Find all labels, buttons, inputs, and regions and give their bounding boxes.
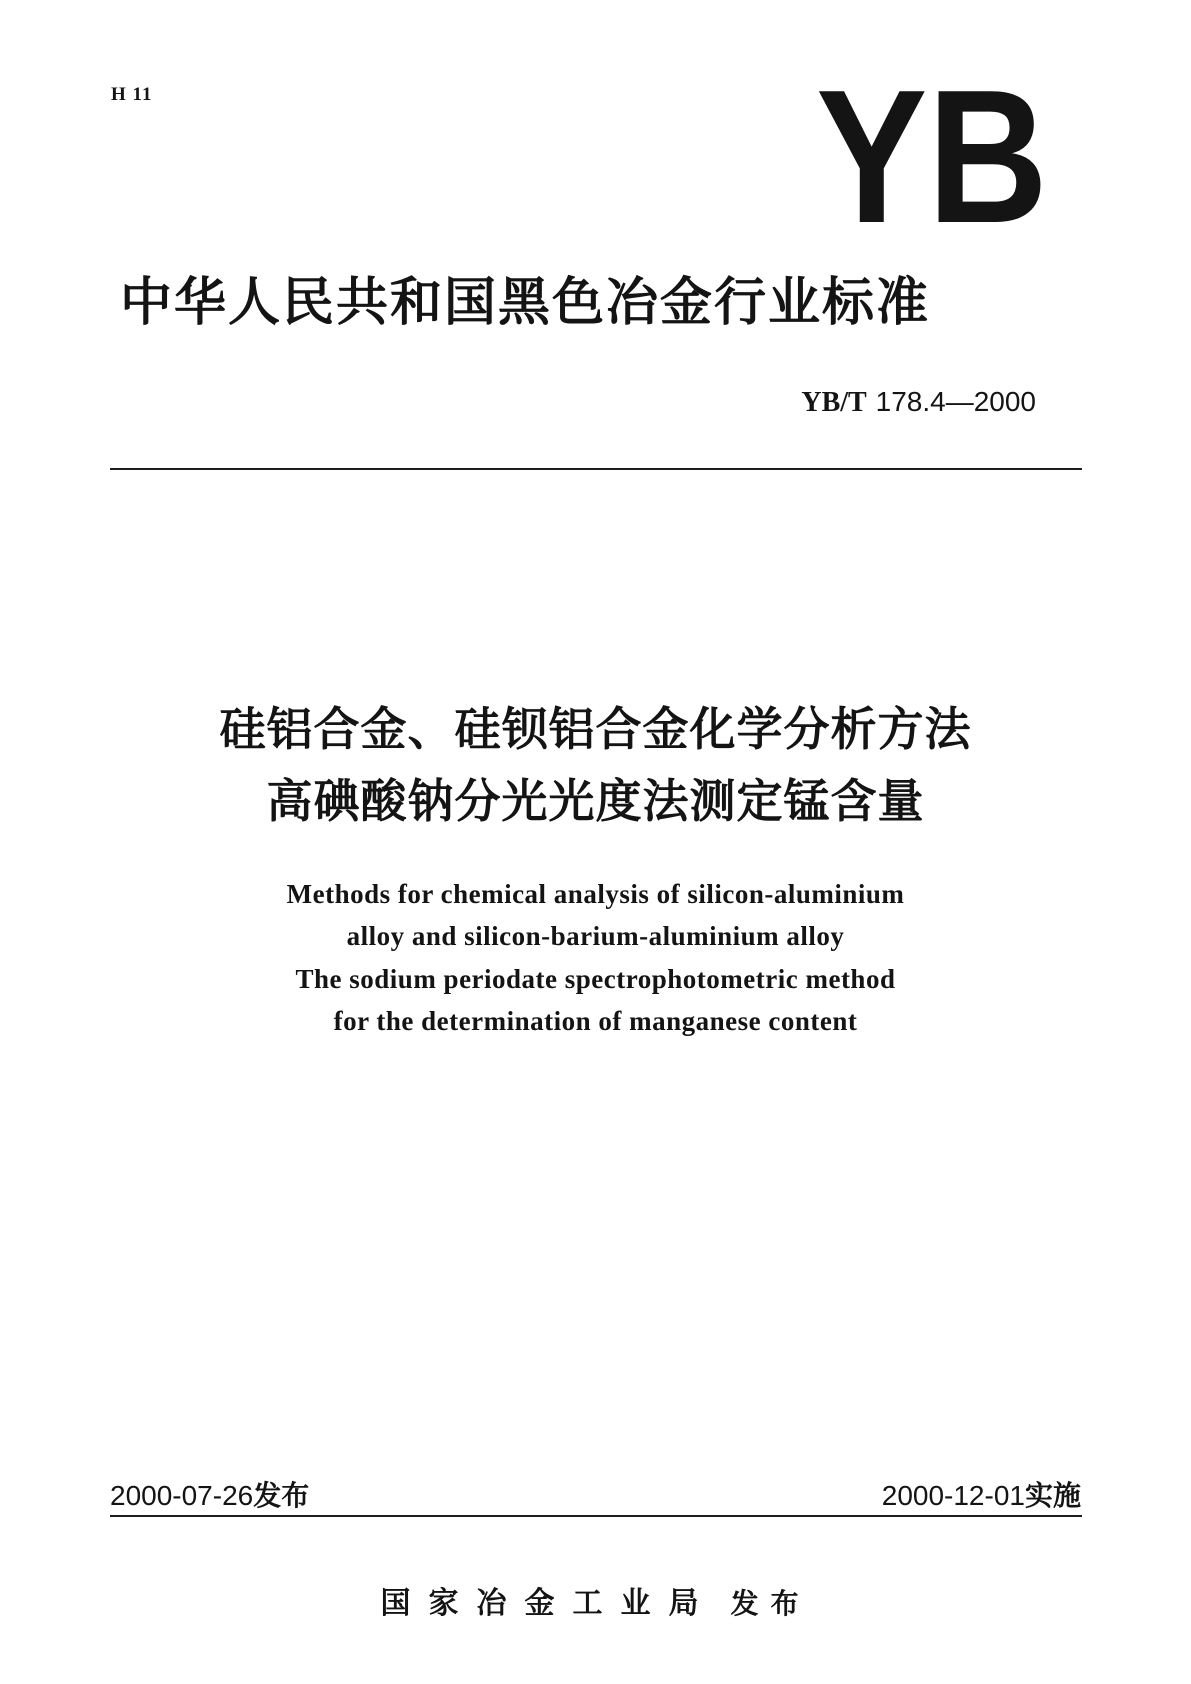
footer-divider (110, 1515, 1082, 1517)
issue-date (110, 1474, 309, 1514)
standard-category-title: 中华人民共和国黑色冶金行业标准 (120, 273, 931, 333)
issue-date-label: 发布 (253, 1479, 310, 1512)
en-title-line-2: alloy and silicon-barium-aluminium alloy (346, 921, 845, 951)
standard-number (801, 385, 1036, 419)
classification-code: H 11 (111, 84, 153, 105)
en-title-line-1: Methods for chemical analysis of silicon-aluminium (286, 879, 905, 909)
en-title-line-3: The sodium periodate spectrophotometric method (295, 964, 896, 994)
logo-text: YB (816, 51, 1048, 263)
zh-title-line-2: 高碘酸钠分光光度法测定锰含量 (266, 774, 925, 828)
header-divider (110, 468, 1082, 470)
implementation-date-value: 2000-12-01 (881, 1480, 1025, 1511)
issue-date-value: 2000-07-26 (110, 1480, 254, 1511)
implementation-date (882, 1474, 1081, 1514)
publisher-action: 发布 (730, 1587, 811, 1620)
implementation-date-label: 实施 (1024, 1479, 1081, 1512)
publisher-line (0, 1578, 1191, 1622)
standard-number-prefix: YB/T (801, 387, 867, 418)
publisher-name: 国家冶金工业局 (380, 1586, 717, 1621)
yb-logo (812, 51, 1052, 263)
standard-number-value: 178.4—2000 (875, 386, 1036, 417)
zh-title-line-1: 硅铝合金、硅钡铝合金化学分析方法 (219, 702, 972, 756)
en-title-line-4: for the determination of manganese content (333, 1006, 858, 1036)
